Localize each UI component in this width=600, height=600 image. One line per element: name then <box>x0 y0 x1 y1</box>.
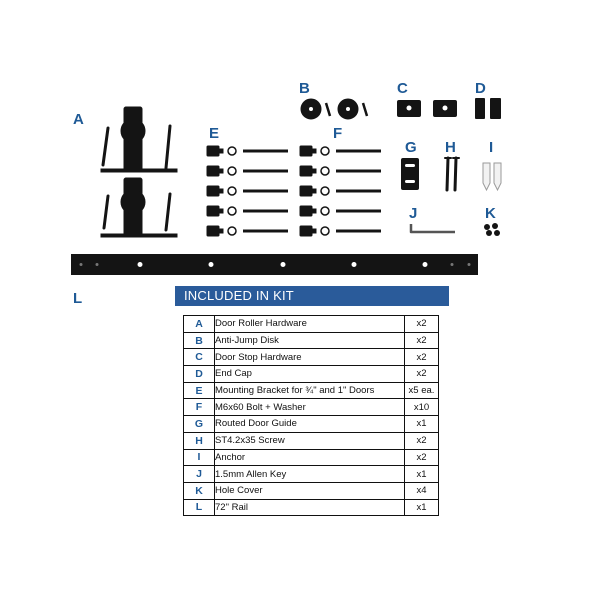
table-row <box>184 316 439 333</box>
item-name: M6x60 Bolt + Washer <box>215 399 405 416</box>
item-qty: x2 <box>405 316 439 333</box>
label-f: F <box>333 125 343 142</box>
table-row <box>184 432 439 449</box>
table-row <box>184 332 439 349</box>
table-row <box>184 449 439 466</box>
item-name: Door Roller Hardware <box>215 316 405 333</box>
door-roller-hardware-image <box>101 107 177 237</box>
item-letter: J <box>184 466 215 483</box>
door-stop-hardware-image <box>397 100 457 117</box>
item-letter: K <box>184 482 215 499</box>
item-name: Anchor <box>215 449 405 466</box>
item-name: Routed Door Guide <box>215 416 405 433</box>
label-l: L <box>73 290 83 307</box>
anti-jump-disk-image <box>301 99 367 119</box>
rail-image <box>71 254 478 275</box>
label-a: A <box>73 111 84 128</box>
item-qty: x2 <box>405 432 439 449</box>
hole-cover-image <box>484 223 500 236</box>
table-row <box>184 366 439 383</box>
item-qty: x10 <box>405 399 439 416</box>
item-qty: x1 <box>405 416 439 433</box>
item-letter: I <box>184 449 215 466</box>
item-qty: x2 <box>405 366 439 383</box>
table-row <box>184 399 439 416</box>
table-row <box>184 466 439 483</box>
label-j: J <box>409 205 418 222</box>
item-qty: x2 <box>405 449 439 466</box>
item-letter: D <box>184 366 215 383</box>
item-letter: F <box>184 399 215 416</box>
item-qty: x1 <box>405 466 439 483</box>
item-qty: x4 <box>405 482 439 499</box>
label-b: B <box>299 80 310 97</box>
parts-illustration <box>0 0 600 285</box>
item-name: ST4.2x35 Screw <box>215 432 405 449</box>
item-letter: L <box>184 499 215 516</box>
item-letter: E <box>184 382 215 399</box>
item-letter: G <box>184 416 215 433</box>
label-h: H <box>445 139 456 156</box>
kit-table-body <box>184 316 439 516</box>
allen-key-image <box>411 224 455 232</box>
kit-table <box>183 315 439 516</box>
table-row <box>184 416 439 433</box>
item-name: End Cap <box>215 366 405 383</box>
item-name: Hole Cover <box>215 482 405 499</box>
bolt-washer-image <box>300 146 381 236</box>
table-row <box>184 349 439 366</box>
item-letter: B <box>184 332 215 349</box>
item-qty: x2 <box>405 332 439 349</box>
label-d: D <box>475 80 486 97</box>
item-qty: x1 <box>405 499 439 516</box>
table-row <box>184 499 439 516</box>
item-qty: x2 <box>405 349 439 366</box>
item-name: Anti-Jump Disk <box>215 332 405 349</box>
label-e: E <box>209 125 220 142</box>
table-row <box>184 482 439 499</box>
item-name: Door Stop Hardware <box>215 349 405 366</box>
item-name: Mounting Bracket for ¾" and 1" Doors <box>215 382 405 399</box>
mounting-bracket-image <box>207 146 288 236</box>
label-c: C <box>397 80 408 97</box>
label-g: G <box>405 139 417 156</box>
kit-header: INCLUDED IN KIT <box>175 286 449 306</box>
table-row <box>184 382 439 399</box>
item-letter: H <box>184 432 215 449</box>
routed-door-guide-image <box>401 158 419 190</box>
item-name: 72" Rail <box>215 499 405 516</box>
screw-image <box>445 158 459 190</box>
item-letter: A <box>184 316 215 333</box>
anchor-image <box>483 163 501 190</box>
label-i: I <box>489 139 494 156</box>
item-qty: x5 ea. <box>405 382 439 399</box>
end-cap-image <box>475 98 501 119</box>
item-letter: C <box>184 349 215 366</box>
label-k: K <box>485 205 496 222</box>
item-name: 1.5mm Allen Key <box>215 466 405 483</box>
